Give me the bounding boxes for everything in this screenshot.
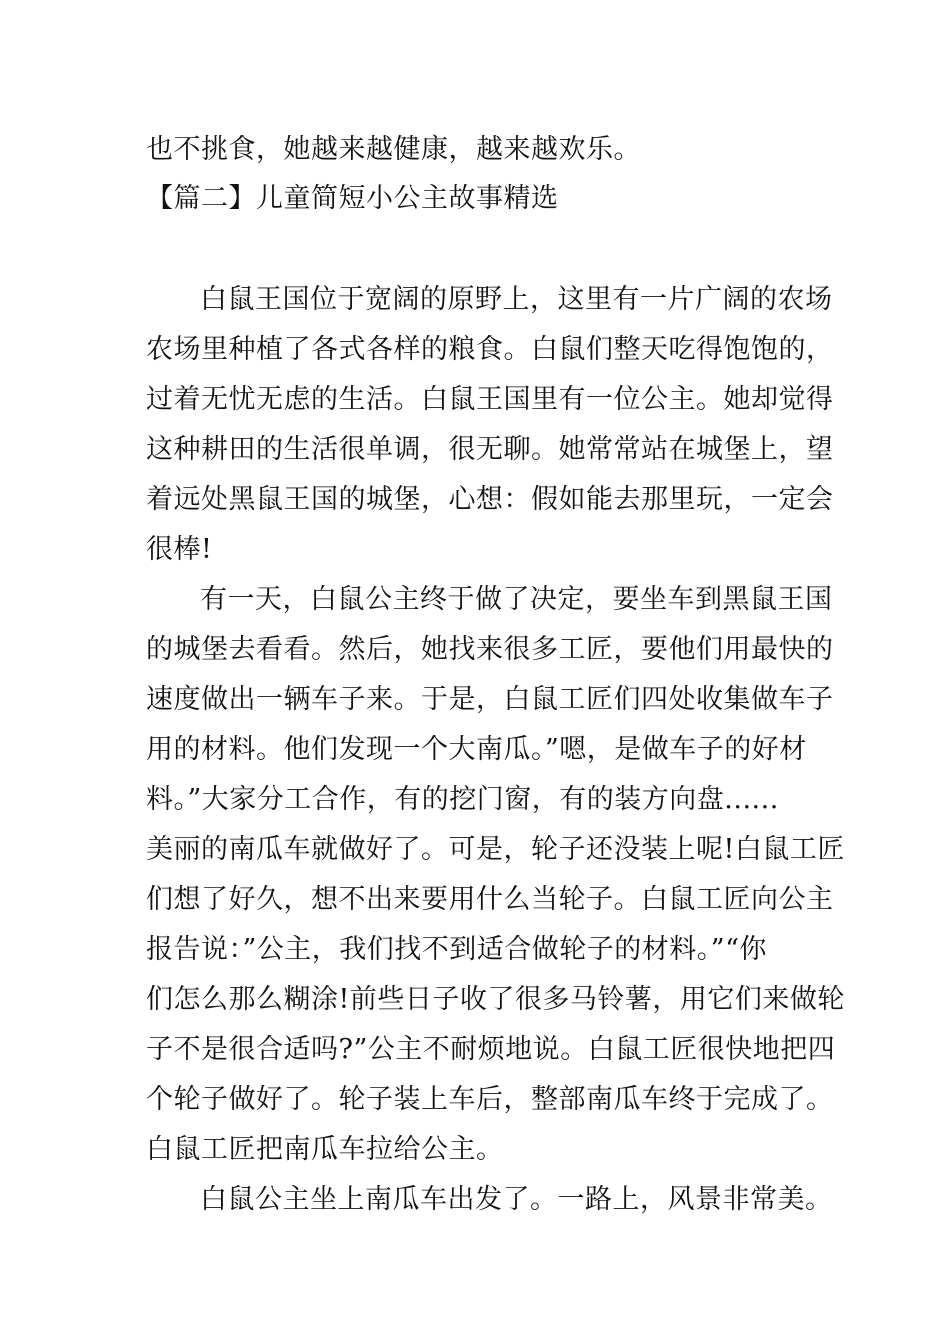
paragraph-line: 的城堡去看看。然后，她找来很多工匠，要他们用最快的 bbox=[146, 634, 834, 665]
paragraph-line: 速度做出一辆车子来。于是，白鼠工匠们四处收集做车子 bbox=[146, 684, 834, 715]
paragraph-line: 这种耕田的生活很单调，很无聊。她常常站在城堡上，望 bbox=[146, 434, 834, 465]
paragraph-line: 们怎么那么糊涂!前些日子收了很多马铃薯，用它们来做轮 bbox=[146, 984, 845, 1015]
paragraph-line: 们想了好久，想不出来要用什么当轮子。白鼠工匠向公主 bbox=[146, 884, 834, 915]
paragraph-line: 也不挑食，她越来越健康，越来越欢乐。 bbox=[146, 134, 641, 165]
paragraph-line: 报告说：”公主，我们找不到适合做轮子的材料。”“你 bbox=[146, 934, 767, 965]
paragraph-line: 白鼠工匠把南瓜车拉给公主。 bbox=[146, 1134, 504, 1165]
paragraph-line: 白鼠王国位于宽阔的原野上，这里有一片广阔的农场 bbox=[200, 284, 833, 315]
paragraph-line: 个轮子做好了。轮子装上车后，整部南瓜车终于完成了。 bbox=[146, 1084, 834, 1115]
paragraph-line: 有一天，白鼠公主终于做了决定，要坐车到黑鼠王国 bbox=[200, 584, 833, 615]
paragraph-line: 子不是很合适吗?”公主不耐烦地说。白鼠工匠很快地把四 bbox=[146, 1034, 836, 1065]
paragraph-line: 料。”大家分工合作，有的挖门窗，有的装方向盘...... bbox=[146, 784, 779, 815]
paragraph-line: 农场里种植了各式各样的粮食。白鼠们整天吃得饱饱的， bbox=[146, 334, 834, 365]
paragraph-line: 美丽的南瓜车就做好了。可是，轮子还没装上呢!白鼠工匠 bbox=[146, 834, 845, 865]
paragraph-line: 过着无忧无虑的生活。白鼠王国里有一位公主。她却觉得 bbox=[146, 384, 834, 415]
paragraph-line: 很棒! bbox=[146, 534, 213, 565]
paragraph-line: 着远处黑鼠王国的城堡，心想：假如能去那里玩，一定会 bbox=[146, 484, 834, 515]
paragraph-line: 白鼠公主坐上南瓜车出发了。一路上，风景非常美。 bbox=[200, 1184, 833, 1215]
paragraph-line: 用的材料。他们发现一个大南瓜。”嗯，是做车子的好材 bbox=[146, 734, 807, 765]
section-heading: 【篇二】儿童简短小公主故事精选 bbox=[146, 183, 559, 214]
